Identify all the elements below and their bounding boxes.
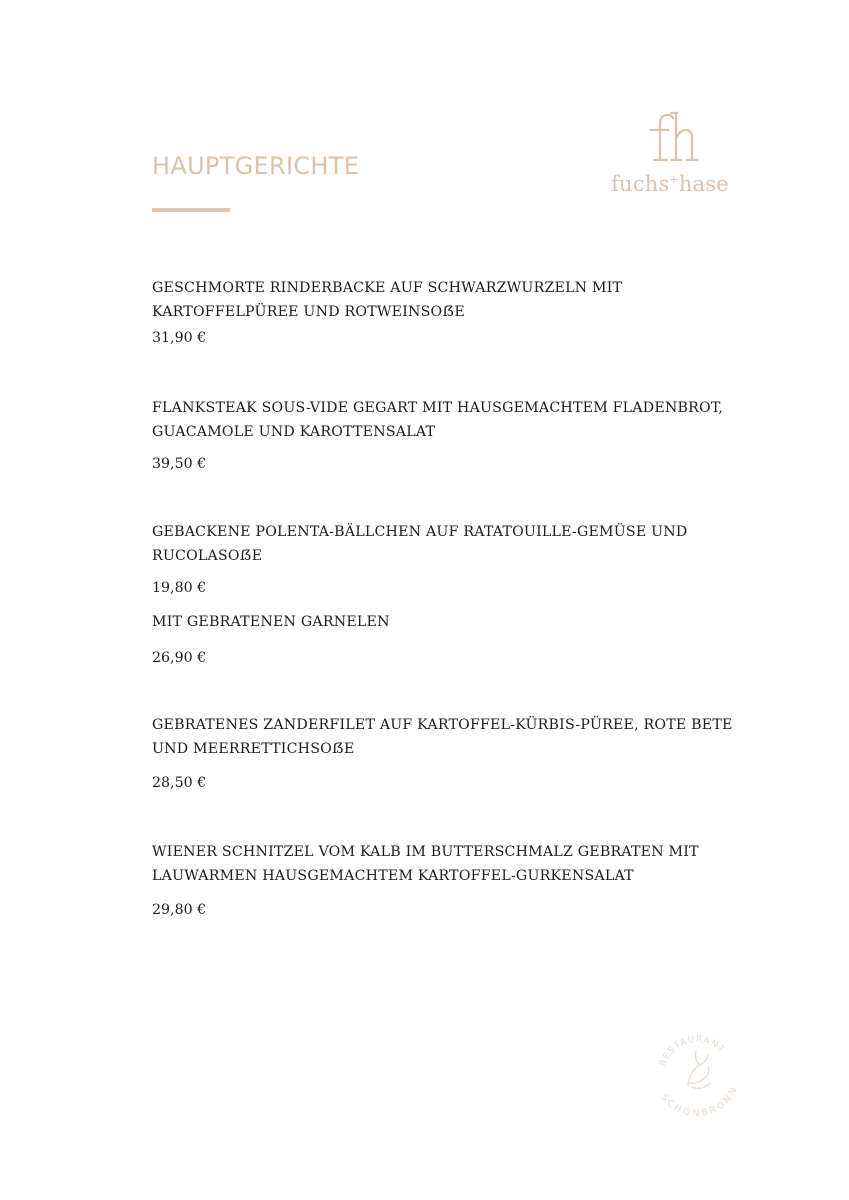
dish-name-line: GESCHMORTE RINDERBACKE AUF SCHWARZWURZELN MIT [152, 280, 623, 296]
dish-name-line: WIENER SCHNITZEL VOM KALB IM BUTTERSCHMALZ GEBRATEN MIT [152, 844, 699, 860]
dish-price: 28,50 € [152, 775, 207, 791]
logo-wordmark [600, 172, 740, 196]
logo-wordmark-left: fuchs [611, 172, 670, 196]
stamp-bottom-text: SCHÖNBRONN [658, 1085, 740, 1119]
restaurant-stamp [650, 1025, 744, 1119]
dish-name-line: RUCOLASOẞE [152, 548, 263, 564]
dish-item [152, 396, 742, 472]
dish-price: 31,90 € [152, 330, 207, 346]
dish-price: 19,80 € [152, 580, 207, 596]
dish-name-line: FLANKSTEAK SOUS-VIDE GEGART MIT HAUSGEMACHTEM FLADENBROT, [152, 400, 724, 416]
dish-name-line: LAUWARMEN HAUSGEMACHTEM KARTOFFEL-GURKENSALAT [152, 868, 634, 884]
page-title: HAUPTGERICHTE [152, 152, 360, 180]
dish-item [152, 520, 742, 666]
logo-wordmark-right: hase [678, 172, 729, 196]
dish-name-line: GEBRATENES ZANDERFILET AUF KARTOFFEL-KÜRBIS-PÜREE, ROTE BETE [152, 717, 733, 733]
dish-variant-price: 26,90 € [152, 650, 207, 666]
dish-item [152, 713, 742, 791]
rabbit-fox-icon [688, 1051, 710, 1088]
dish-variant: MIT GEBRATENEN GARNELEN [152, 614, 390, 630]
dish-name-line: GEBACKENE POLENTA-BÄLLCHEN AUF RATATOUILLE-GEMÜSE UND [152, 524, 688, 540]
dish-name-line: UND MEERRETTICHSOẞE [152, 741, 355, 757]
title-underline [152, 208, 230, 212]
dish-name-line: KARTOFFELPÜREE UND ROTWEINSOẞE [152, 304, 465, 320]
brand-logo [600, 110, 740, 210]
dish-price: 39,50 € [152, 456, 207, 472]
stamp-top-text: RESTAURANT [658, 1034, 727, 1068]
dish-item [152, 840, 742, 918]
dish-price: 29,80 € [152, 902, 207, 918]
fh-monogram-icon [640, 110, 700, 166]
logo-wordmark-plus: + [669, 173, 679, 186]
dish-item [152, 276, 742, 346]
dish-name-line: GUACAMOLE UND KAROTTENSALAT [152, 424, 436, 440]
